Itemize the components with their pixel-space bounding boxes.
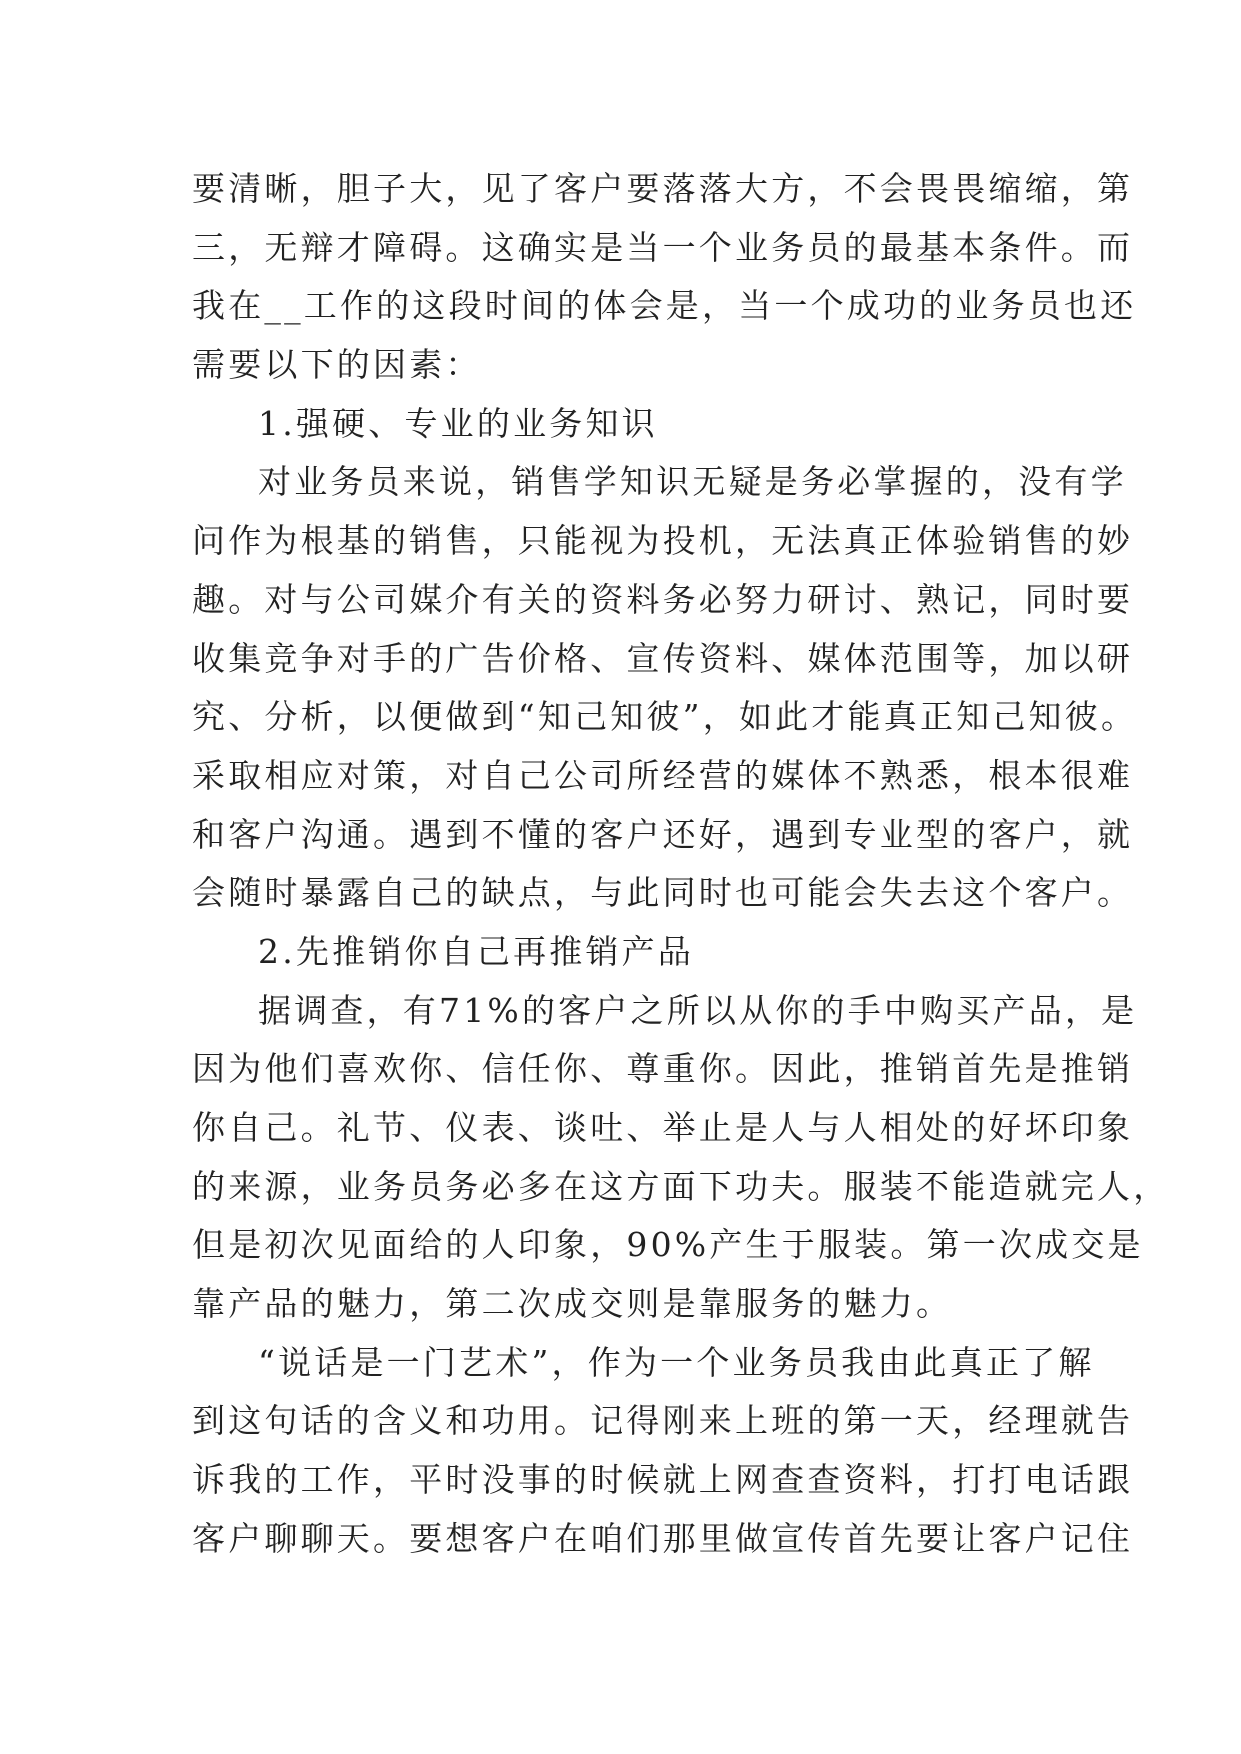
section-heading: 2.先推销你自己再推销产品: [258, 931, 695, 971]
text-line: 收集竞争对手的广告价格、宣传资料、媒体范围等，加以研: [192, 638, 1134, 678]
text-line: 但是初次见面给的人印象，90%产生于服装。第一次成交是: [192, 1225, 1144, 1265]
text-line: 诉我的工作，平时没事的时候就上网查查资料，打打电话跟: [192, 1460, 1134, 1500]
text-line: 究、分析，以便做到“知己知彼”，如此才能真正知己知彼。: [192, 697, 1138, 737]
text-line: 你自己。礼节、仪表、谈吐、举止是人与人相处的好坏印象: [192, 1108, 1134, 1147]
text-line: 要清晰，胆子大，见了客户要落落大方，不会畏畏缩缩，第: [192, 169, 1134, 208]
document-body: [192, 160, 1170, 1569]
section-heading: 1.强硬、专业的业务知识: [258, 403, 658, 443]
text-line: 需要以下的因素：: [192, 345, 482, 385]
text-line: 趣。对与公司媒介有关的资料务必努力研讨、熟记，同时要: [192, 579, 1134, 619]
text-line: 因为他们喜欢你、信任你、尊重你。因此，推销首先是推销: [192, 1049, 1134, 1089]
text-line: 三，无辩才障碍。这确实是当一个业务员的最基本条件。而: [192, 227, 1134, 267]
text-line: 的来源，业务员务必多在这方面下功夫。服装不能造就完人，: [192, 1166, 1170, 1206]
text-line: 对业务员来说，销售学知识无疑是务必掌握的，没有学: [258, 462, 1127, 502]
text-line: 我在__工作的这段时间的体会是，当一个成功的业务员也还: [192, 286, 1137, 326]
text-line: “说话是一门艺术”，作为一个业务员我由此真正了解: [258, 1342, 1095, 1382]
text-line: 据调查，有71%的客户之所以从你的手中购买产品，是: [258, 990, 1138, 1030]
text-line: 问作为根基的销售，只能视为投机，无法真正体验销售的妙: [192, 521, 1134, 561]
text-line: 和客户沟通。遇到不懂的客户还好，遇到专业型的客户，就: [192, 814, 1134, 854]
text-line: 到这句话的含义和功用。记得刚来上班的第一天，经理就告: [192, 1401, 1134, 1441]
text-line: 会随时暴露自己的缺点，与此同时也可能会失去这个客户。: [192, 873, 1134, 913]
text-line: 采取相应对策，对自己公司所经营的媒体不熟悉，根本很难: [192, 755, 1134, 795]
text-line: 靠产品的魅力，第二次成交则是靠服务的魅力。: [192, 1284, 953, 1324]
text-line: 客户聊聊天。要想客户在咱们那里做宣传首先要让客户记住: [192, 1518, 1134, 1558]
